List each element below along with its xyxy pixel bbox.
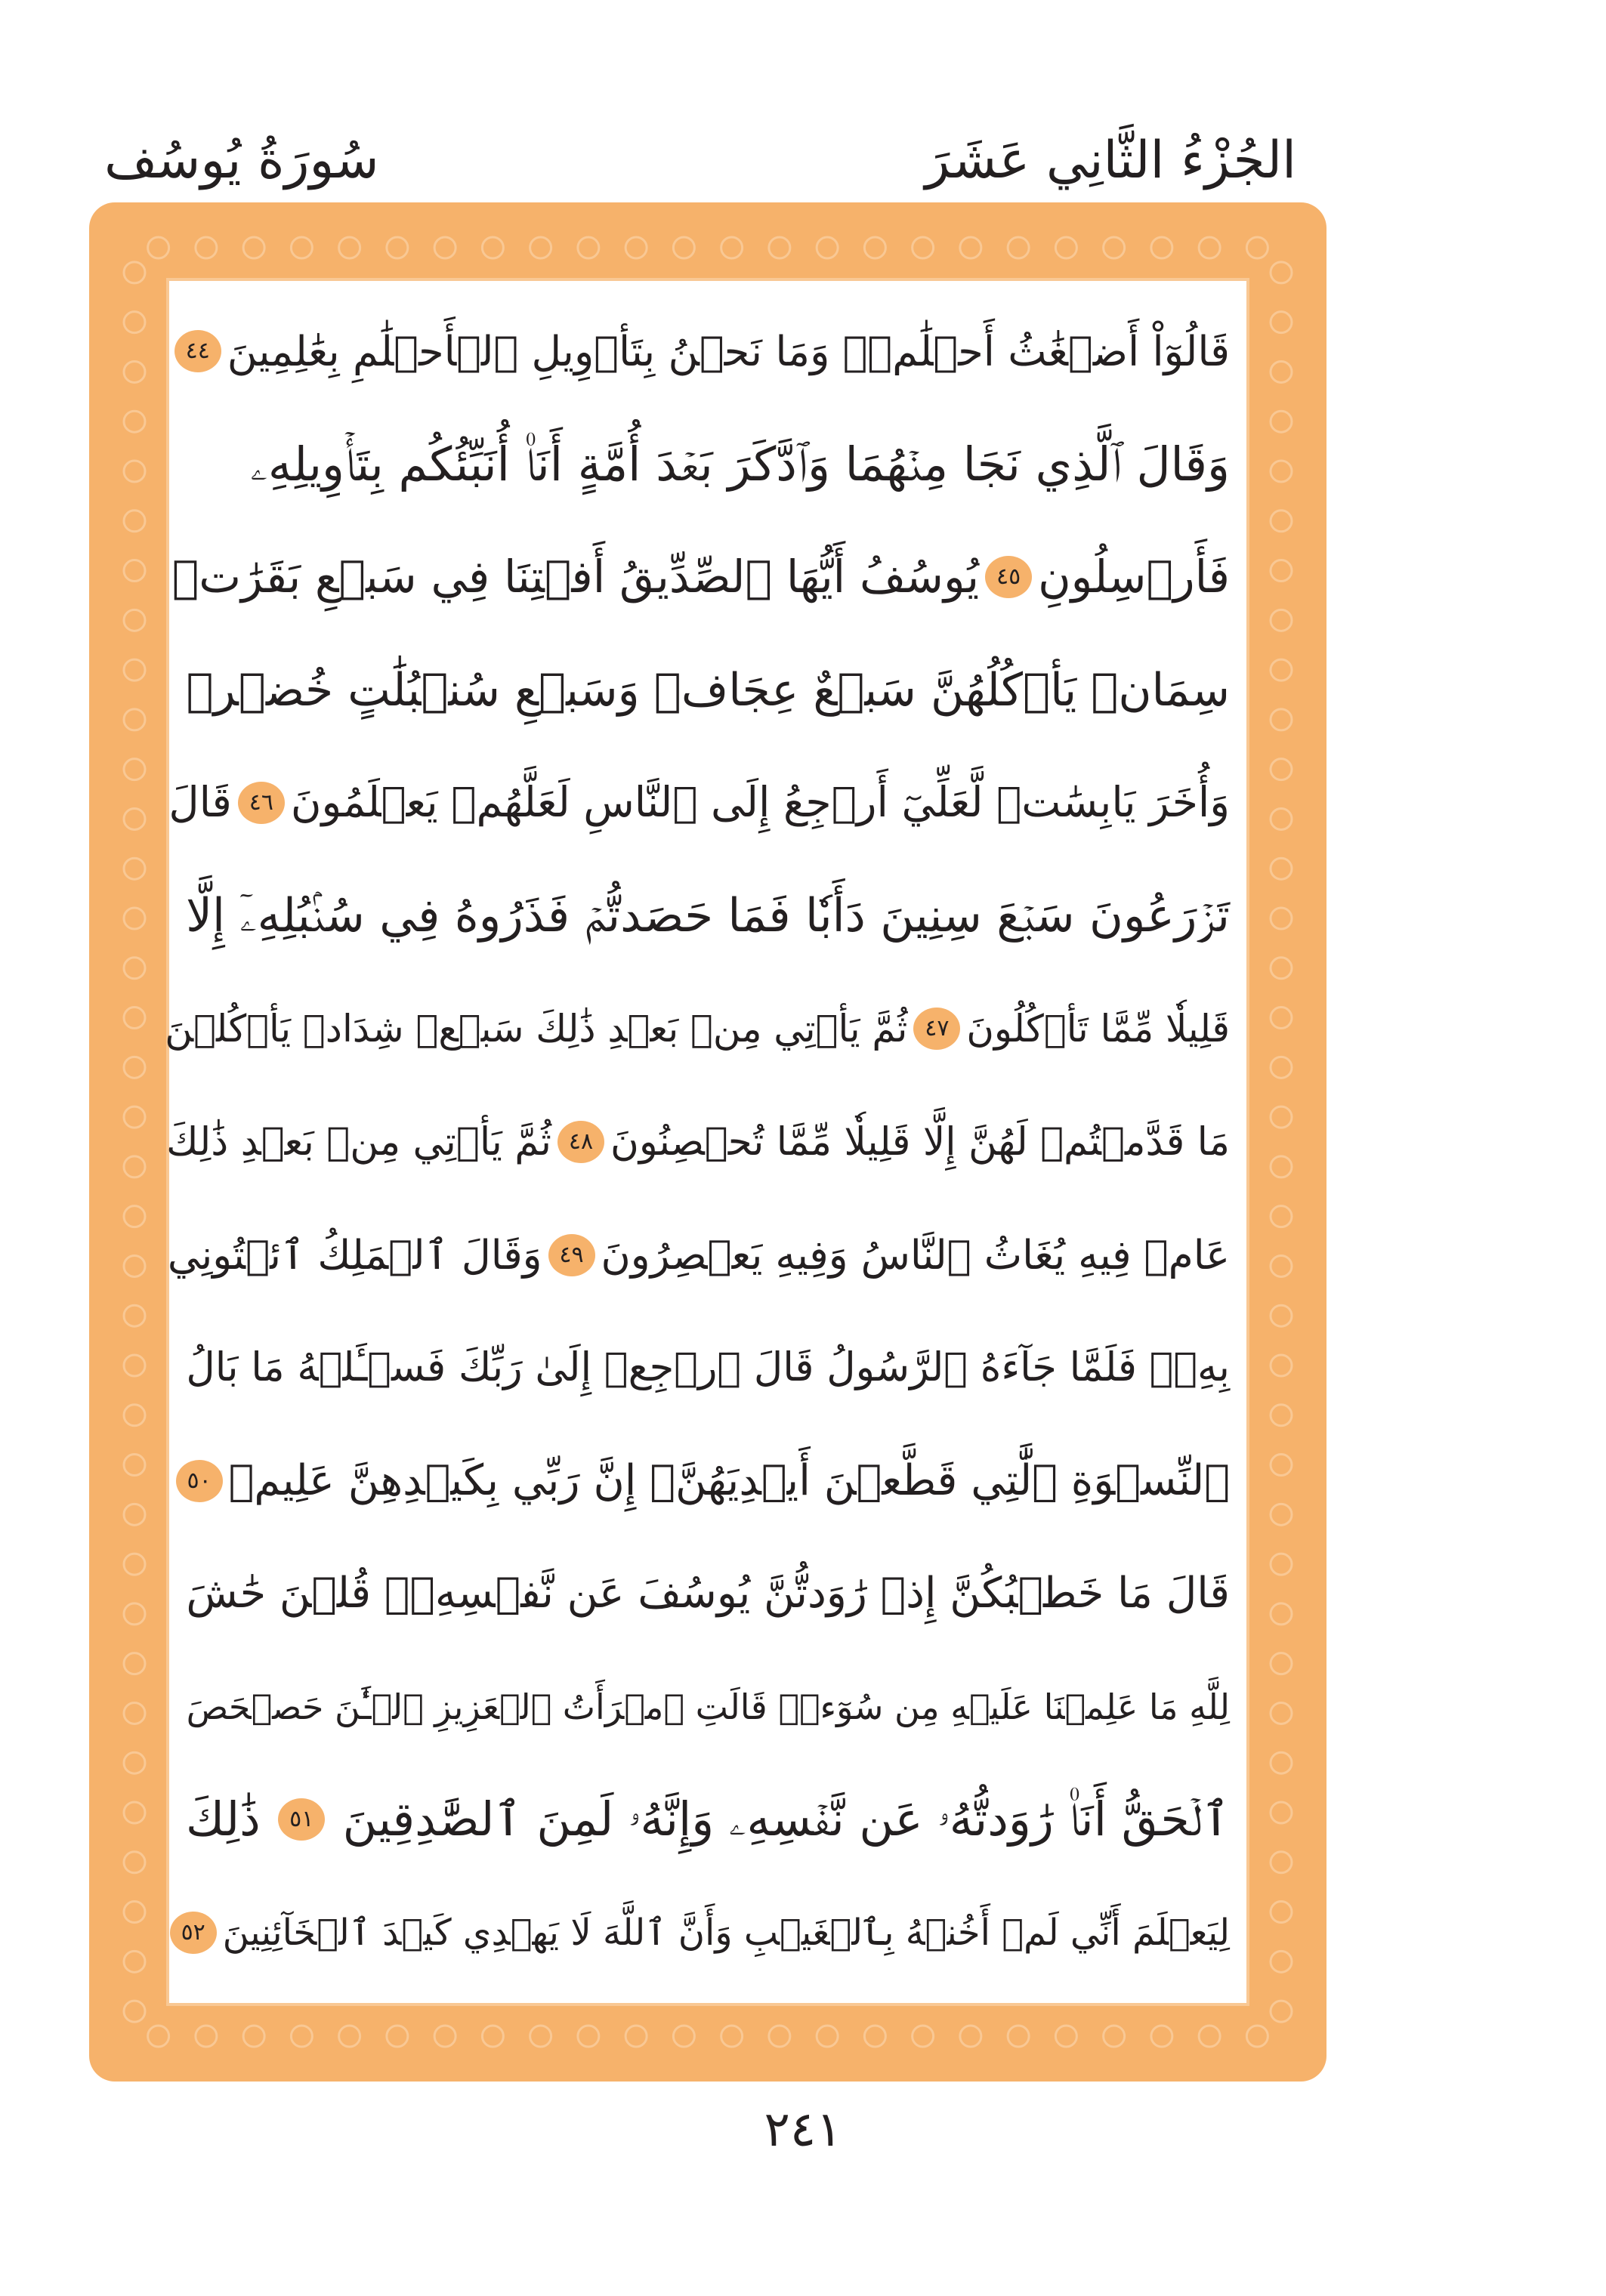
frame-scallop	[1151, 237, 1172, 258]
ayah-number-marker: ٥٢	[170, 1912, 217, 1954]
frame-scallop	[124, 1603, 145, 1625]
frame-scallop	[1271, 609, 1292, 631]
frame-scallop	[1271, 659, 1292, 680]
frame-scallop	[817, 2026, 838, 2047]
frame-scallop	[578, 2026, 599, 2047]
frame-scallop	[243, 2026, 264, 2047]
ayah-text: لِلَّهِ مَا عَلِمۡنَا عَلَيۡهِ مِن سُوٓءٖۚ قَالَتِ ٱمۡرَأَتُ ٱلۡعَزِيزِ ٱلۡـَٰٔنَ حَصۡحَصَ	[186, 1686, 1230, 1727]
frame-scallop	[1199, 2026, 1220, 2047]
ayah-number-marker: ٥١	[278, 1798, 325, 1841]
ayah-text: ثُمَّ يَأۡتِي مِنۢ بَعۡدِ ذَٰلِكَ سَبۡعٞ شِدَادٞ يَأۡكُلۡنَ	[165, 1007, 908, 1051]
frame-scallop	[124, 1702, 145, 1724]
text-line	[186, 1652, 1230, 1762]
frame-scallop	[124, 1405, 145, 1426]
text-line	[186, 1538, 1230, 1649]
frame-scallop	[1271, 1802, 1292, 1823]
frame-scallop	[124, 411, 145, 432]
ayah-text: ثُمَّ يَأۡتِي مِنۢ بَعۡدِ ذَٰلِكَ	[166, 1119, 551, 1165]
ayah-text: وَقَالَ ٱلَّذِي نَجَا مِنۡهُمَا وَٱدَّكَرَ بَعۡدَ أُمَّةٍ أَنَا۠ أُنَبِّئُكُم بِتَأۡوِيلِهِۦ	[250, 436, 1230, 492]
frame-scallop	[434, 2026, 456, 2047]
frame-scallop	[1271, 1951, 1292, 1972]
frame-scallop	[1271, 262, 1292, 283]
frame-scallop	[124, 908, 145, 929]
text-line	[186, 1426, 1230, 1536]
frame-scallop	[625, 237, 647, 258]
frame-scallop	[1271, 1355, 1292, 1376]
text-line	[186, 296, 1230, 406]
text-line	[181, 1878, 1230, 1988]
frame-scallop	[124, 659, 145, 680]
ayah-text: وَقَالَ ٱلۡمَلِكُ ٱئۡتُونِي	[167, 1230, 542, 1279]
page-number: ٢٤١	[764, 2102, 842, 2158]
frame-scallop	[1271, 1554, 1292, 1575]
frame-scallop	[124, 1852, 145, 1873]
frame-scallop	[124, 262, 145, 283]
frame-scallop	[1151, 2026, 1172, 2047]
frame-scallop	[530, 2026, 551, 2047]
ayah-number-marker: ٤٧	[913, 1008, 960, 1050]
ayah-text: قَلِيلٗا مِّمَّا تَأۡكُلُونَ	[966, 1007, 1230, 1051]
frame-scallop	[913, 237, 934, 258]
frame-scallop	[673, 2026, 694, 2047]
frame-scallop	[960, 2026, 981, 2047]
ayah-text: وَأُخَرَ يَابِسَٰتٖ لَّعَلِّيٓ أَرۡجِعُ إِلَى ٱلنَّاسِ لَعَلَّهُمۡ يَعۡلَمُونَ	[290, 779, 1230, 828]
frame-scallop	[960, 237, 981, 258]
frame-scallop	[1271, 759, 1292, 780]
ayah-number-marker: ٤٥	[985, 556, 1032, 598]
frame-scallop	[124, 511, 145, 532]
frame-scallop	[1271, 511, 1292, 532]
ayah-text: تَزۡرَعُونَ سَبۡعَ سِنِينَ دَأَبٗا فَمَا حَصَدتُّمۡ فَذَرُوهُ فِي سُنۢبُلِهِۦٓ إِلَّا	[186, 888, 1230, 943]
frame-scallop	[1271, 858, 1292, 879]
ayah-text: بِهِۦۖ فَلَمَّا جَآءَهُ ٱلرَّسُولُ قَالَ ٱرۡجِعۡ إِلَىٰ رَبِّكَ فَسۡـَٔلۡهُ مَا بَالُ	[186, 1344, 1230, 1391]
ayah-text: فَأَرۡسِلُونِ	[1038, 551, 1230, 603]
frame-scallop	[124, 759, 145, 780]
frame-scallop	[1271, 709, 1292, 730]
ayah-text: عَامٞ فِيهِ يُغَاثُ ٱلنَّاسُ وَفِيهِ يَعۡصِرُونَ	[601, 1230, 1230, 1279]
frame-scallop	[291, 237, 312, 258]
frame-scallop	[1246, 237, 1268, 258]
frame-scallop	[124, 1554, 145, 1575]
ayah-text: سِمَانٖ يَأۡكُلُهُنَّ سَبۡعٌ عِجَافٞ وَسَبۡعِ سُنۢبُلَٰتٍ خُضۡرٖ	[186, 663, 1230, 717]
frame-scallop	[1055, 237, 1076, 258]
frame-scallop	[1055, 2026, 1076, 2047]
ayah-number-marker: ٤٤	[174, 330, 221, 372]
text-line	[186, 1764, 1230, 1875]
ayah-number-marker: ٤٨	[557, 1121, 604, 1163]
frame-scallop	[1008, 2026, 1029, 2047]
frame-scallop	[124, 1752, 145, 1773]
frame-scallop	[124, 1206, 145, 1227]
frame-scallop	[1008, 237, 1029, 258]
frame-scallop	[578, 237, 599, 258]
frame-scallop	[817, 237, 838, 258]
frame-scallop	[124, 461, 145, 482]
text-line	[186, 409, 1230, 520]
frame-scallop	[291, 2026, 312, 2047]
frame-scallop	[1271, 1455, 1292, 1476]
frame-scallop	[124, 1802, 145, 1823]
frame-scallop	[1271, 312, 1292, 333]
text-line	[167, 1200, 1230, 1310]
page-text-area	[165, 281, 1246, 2003]
frame-scallop	[1271, 1504, 1292, 1525]
frame-scallop	[124, 2001, 145, 2022]
frame-scallop	[1271, 2001, 1292, 2022]
frame-scallop	[148, 2026, 169, 2047]
frame-scallop	[387, 237, 408, 258]
text-line	[186, 1313, 1230, 1423]
frame-scallop	[1246, 2026, 1268, 2047]
frame-scallop	[1104, 237, 1125, 258]
frame-scallop	[124, 1255, 145, 1276]
frame-scallop	[1271, 411, 1292, 432]
ayah-number-marker: ٤٦	[238, 782, 285, 824]
frame-scallop	[148, 237, 169, 258]
ayah-text: قَالَ مَا خَطۡبُكُنَّ إِذۡ رَٰوَدتُّنَّ يُوسُفَ عَن نَّفۡسِهِۦۚ قُلۡنَ حَٰشَ	[186, 1569, 1230, 1619]
frame-scallop	[1271, 958, 1292, 979]
frame-scallop	[769, 2026, 790, 2047]
frame-scallop	[124, 312, 145, 333]
frame-scallop	[124, 858, 145, 879]
frame-scallop	[124, 1156, 145, 1177]
frame-scallop	[124, 1057, 145, 1078]
frame-scallop	[864, 237, 885, 258]
frame-scallop	[124, 1008, 145, 1029]
frame-scallop	[1271, 1902, 1292, 1923]
ayah-text: ٱلۡحَقُّ أَنَا۠ رَٰوَدتُّهُۥ عَن نَّفۡسِهِۦ وَإِنَّهُۥ لَمِنَ ٱلصَّٰدِقِينَ	[342, 1791, 1230, 1847]
ayah-text: مَا قَدَّمۡتُمۡ لَهُنَّ إِلَّا قَلِيلٗا مِّمَّا تُحۡصِنُونَ	[610, 1119, 1230, 1165]
frame-scallop	[1271, 1752, 1292, 1773]
frame-scallop	[1271, 560, 1292, 582]
frame-scallop	[124, 1305, 145, 1326]
text-line	[171, 522, 1230, 632]
ayah-text: ذَٰلِكَ	[186, 1791, 261, 1847]
frame-scallop	[530, 237, 551, 258]
frame-scallop	[124, 1951, 145, 1972]
frame-scallop	[721, 2026, 743, 2047]
frame-scallop	[243, 237, 264, 258]
ayah-text: قَالُوٓاْ أَضۡغَٰثُ أَحۡلَٰمٖۖ وَمَا نَحۡنُ بِتَأۡوِيلِ ٱلۡأَحۡلَٰمِ بِعَٰلِمِينَ	[227, 327, 1230, 375]
decorative-frame	[89, 202, 1326, 2082]
frame-scallop	[482, 2026, 503, 2047]
frame-scallop	[339, 237, 360, 258]
frame-scallop	[1271, 1008, 1292, 1029]
frame-scallop	[864, 2026, 885, 2047]
frame-scallop	[387, 2026, 408, 2047]
ayah-number-marker: ٥٠	[176, 1460, 223, 1502]
frame-scallop	[1271, 808, 1292, 829]
text-line	[166, 1087, 1230, 1197]
frame-scallop	[124, 709, 145, 730]
frame-scallop	[913, 2026, 934, 2047]
frame-scallop	[1271, 1305, 1292, 1326]
frame-scallop	[1271, 1603, 1292, 1625]
text-line	[165, 974, 1230, 1084]
text-line	[186, 861, 1230, 971]
text-line	[186, 635, 1230, 745]
frame-scallop	[1271, 1852, 1292, 1873]
frame-scallop	[124, 1653, 145, 1674]
juz-title: الجُزْءُ الثَّانِي عَشَرَ	[925, 131, 1296, 190]
frame-scallop	[1271, 1255, 1292, 1276]
frame-scallop	[673, 237, 694, 258]
ayah-text: لِيَعۡلَمَ أَنِّي لَمۡ أَخُنۡهُ بِٱلۡغَيۡبِ وَأَنَّ ٱللَّهَ لَا يَهۡدِي كَيۡدَ ٱلۡخَآئِنِينَ	[222, 1911, 1230, 1954]
frame-scallop	[196, 237, 217, 258]
frame-scallop	[124, 1106, 145, 1128]
frame-scallop	[339, 2026, 360, 2047]
frame-scallop	[434, 237, 456, 258]
frame-scallop	[1199, 237, 1220, 258]
ayah-number-marker: ٤٩	[548, 1234, 595, 1276]
frame-scallop	[124, 1455, 145, 1476]
frame-scallop	[721, 237, 743, 258]
frame-scallop	[196, 2026, 217, 2047]
ayah-text: قَالَ	[168, 779, 232, 828]
frame-scallop	[124, 808, 145, 829]
frame-scallop	[769, 237, 790, 258]
frame-scallop	[124, 560, 145, 582]
ayah-text: ٱلنِّسۡوَةِ ٱلَّٰتِي قَطَّعۡنَ أَيۡدِيَهُنَّۚ إِنَّ رَبِّي بِكَيۡدِهِنَّ عَلِيمٞ	[228, 1455, 1230, 1505]
surah-title: سُورَةُ يُوسُف	[104, 131, 379, 190]
frame-scallop	[1271, 361, 1292, 382]
frame-scallop	[1271, 1156, 1292, 1177]
frame-scallop	[1271, 908, 1292, 929]
frame-scallop	[1271, 1405, 1292, 1426]
frame-scallop	[124, 958, 145, 979]
frame-scallop	[1271, 1057, 1292, 1078]
frame-scallop	[482, 237, 503, 258]
frame-scallop	[1271, 461, 1292, 482]
frame-scallop	[1271, 1653, 1292, 1674]
frame-scallop	[124, 609, 145, 631]
frame-scallop	[1271, 1702, 1292, 1724]
ayah-text-block	[165, 296, 1230, 1988]
ayah-text: يُوسُفُ أَيُّهَا ٱلصِّدِّيقُ أَفۡتِنَا فِي سَبۡعِ بَقَرَٰتٖ	[171, 551, 980, 603]
frame-scallop	[1271, 1106, 1292, 1128]
text-line	[168, 748, 1230, 858]
frame-scallop	[124, 361, 145, 382]
frame-scallop	[1104, 2026, 1125, 2047]
frame-scallop	[124, 1355, 145, 1376]
frame-scallop	[625, 2026, 647, 2047]
frame-scallop	[124, 1902, 145, 1923]
frame-scallop	[1271, 1206, 1292, 1227]
frame-scallop	[124, 1504, 145, 1525]
